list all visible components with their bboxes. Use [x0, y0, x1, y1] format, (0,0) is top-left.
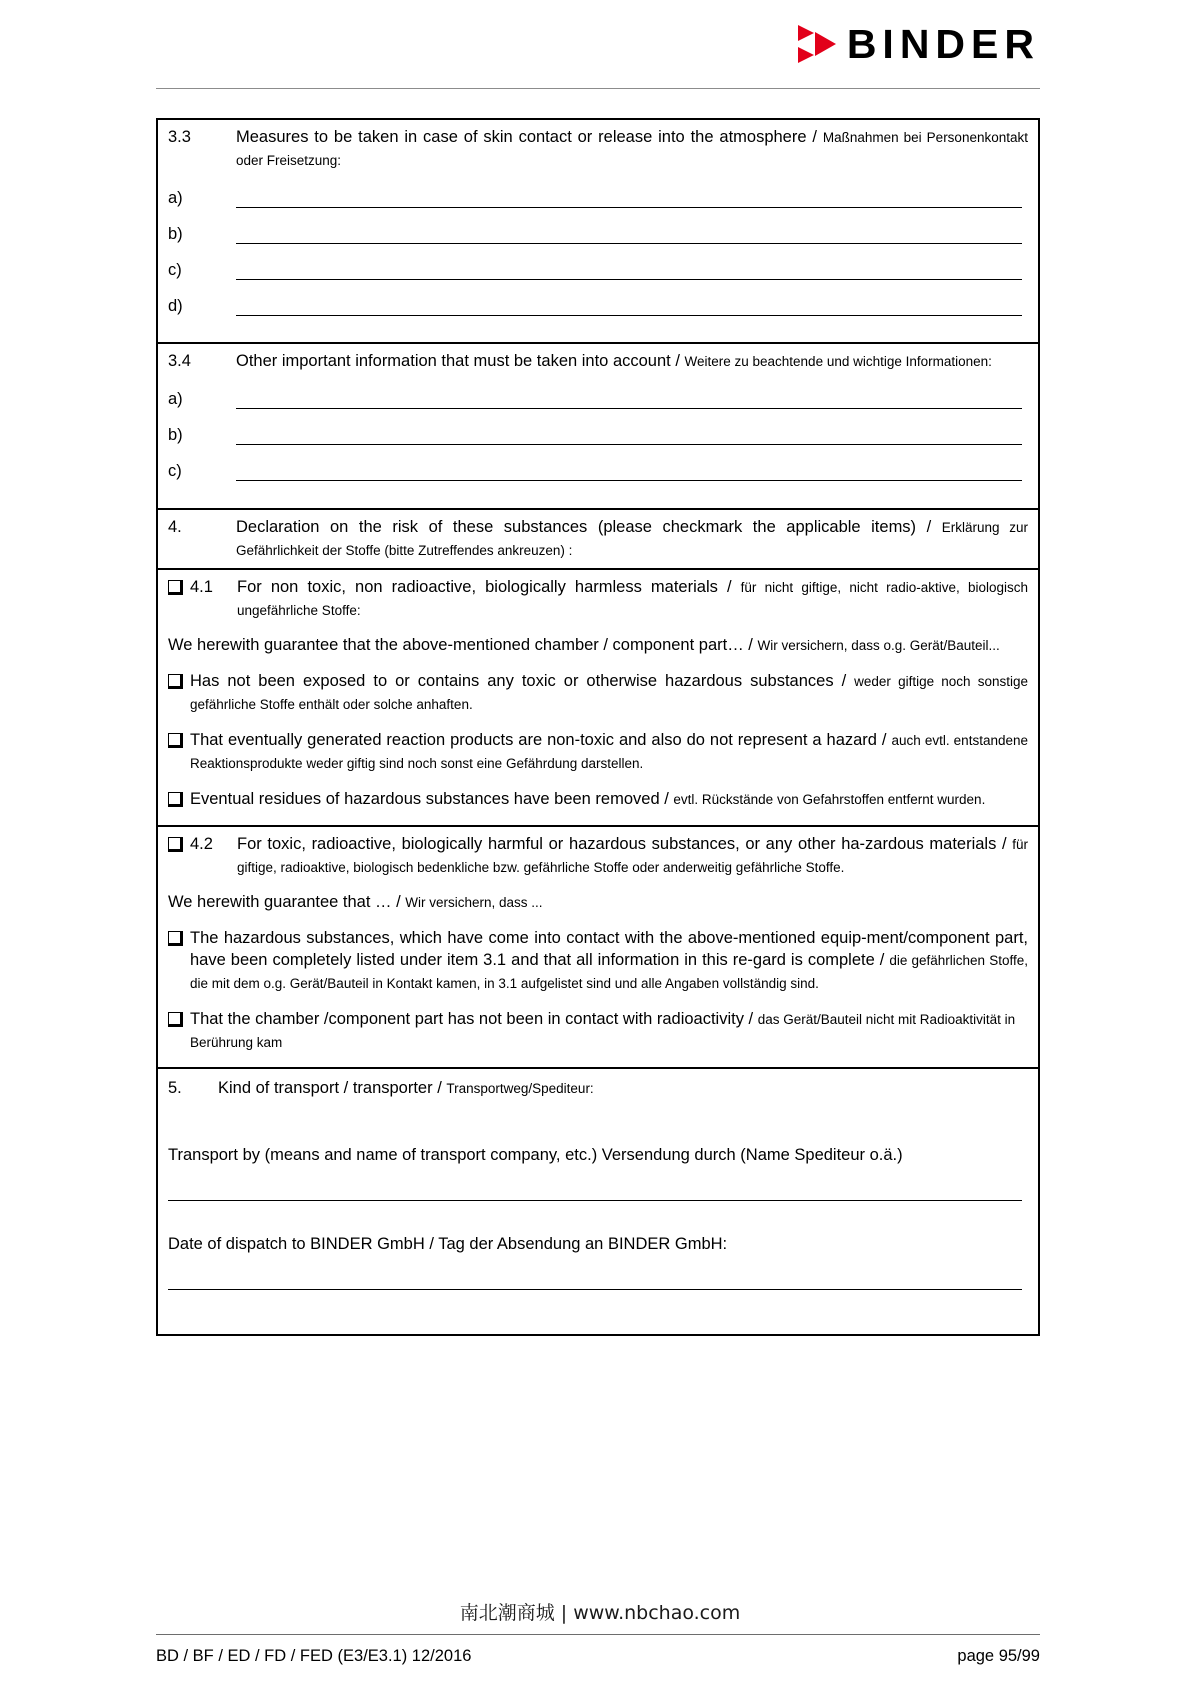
- section-4-1-number: 4.1: [190, 578, 213, 596]
- answer-label-b: b): [168, 225, 183, 243]
- section-3-3-title-en: Measures to be taken in case of skin contact or release into the atmosphere /: [236, 128, 823, 146]
- checkbox-4-2[interactable]: [168, 837, 183, 852]
- binder-triangles-logo-icon: [795, 22, 837, 66]
- dispatch-date-input[interactable]: [168, 1255, 1022, 1290]
- answer-row-3-4-a: [168, 389, 1028, 409]
- section-4-1-guarantee-en: We herewith guarantee that the above-mentioned chamber / component part… /: [168, 636, 758, 654]
- footer-page-number: page 95/99: [957, 1647, 1040, 1665]
- bullet-4-2-1-text: [190, 927, 1028, 995]
- section-4-title-de: Erklärung zur Gefährlichkeit der Stoffe (bitte Zutreffendes ankreuzen) :: [236, 520, 1028, 558]
- bullet-4-1-3: [168, 788, 1028, 811]
- answer-input-3-4-b[interactable]: [236, 427, 1022, 445]
- checkbox-4-1-1[interactable]: [168, 674, 183, 689]
- bullet-4-1-1-text: [190, 670, 1028, 716]
- answer-label-a: a): [168, 189, 183, 207]
- bullet-4-1-2-en: That eventually generated reaction products are non-toxic and also do not represent a hazard /: [190, 731, 892, 749]
- section-3-4-title: [236, 350, 1028, 373]
- transport-input[interactable]: [168, 1166, 1022, 1201]
- section-3-3-heading: [168, 126, 1028, 172]
- header-divider: [156, 88, 1040, 89]
- section-3-4-heading: [168, 350, 1028, 373]
- section-3-4-title-de: Weitere zu beachtende und wichtige Informationen:: [684, 354, 992, 369]
- bullet-4-2-1-de: die gefährlichen Stoffe, die mit dem o.g. Gerät/Bauteil in Kontakt kamen, in 3.1 aufgelistet sind und alle Angaben vollständig sind.: [190, 953, 1029, 991]
- section-4-2-guarantee-de: Wir versichern, dass ...: [405, 895, 543, 910]
- bullet-4-1-3-text: [190, 788, 1028, 811]
- section-4-2: [158, 827, 1038, 1069]
- section-4-1-heading: [168, 576, 1028, 622]
- answer-row-3-3-d: [168, 296, 1028, 316]
- transport-label: Transport by (means and name of transport company, etc.) Versendung durch (Name Spediteur o.ä.): [168, 1146, 903, 1164]
- section-4-2-number: 4.2: [190, 835, 213, 853]
- bullet-4-2-1-en: The hazardous substances, which have come into contact with the above-mentioned equip-ment/component part, have been completely listed under item 3.1 and that all information in this re-gard is complete /: [190, 929, 1028, 969]
- section-4-title: [236, 516, 1028, 562]
- section-5-title-de: Transportweg/Spediteur:: [446, 1081, 594, 1096]
- answer-row-3-4-b: [168, 425, 1028, 445]
- section-3-4: [158, 344, 1038, 510]
- section-4-2-guarantee: [168, 891, 1028, 914]
- bullet-4-1-1: [168, 670, 1028, 716]
- section-5-title: [218, 1077, 594, 1100]
- answer-row-3-4-c: [168, 461, 1028, 481]
- checkbox-4-1[interactable]: [168, 580, 183, 595]
- section-5-title-en: Kind of transport / transporter /: [218, 1079, 447, 1097]
- section-4-number: 4.: [168, 518, 182, 536]
- section-4-heading: [168, 516, 1028, 562]
- section-3-4-title-en: Other important information that must be taken into account /: [236, 352, 685, 370]
- section-3-3-title-de: Maßnahmen bei Personenkontakt oder Freisetzung:: [236, 130, 1028, 168]
- footer-document-code: BD / BF / ED / FD / FED (E3/E3.1) 12/2016: [156, 1647, 472, 1665]
- declaration-form: [156, 118, 1040, 1336]
- section-4-1-title-de: für nicht giftige, nicht radio-aktive, biologisch ungefährliche Stoffe:: [237, 580, 1029, 618]
- bullet-4-2-2: [168, 1008, 1028, 1054]
- answer-label-c: c): [168, 261, 182, 279]
- section-5: [158, 1069, 1038, 1334]
- section-4-2-title-en: For toxic, radioactive, biologically harmful or hazardous substances, or any other ha-zardous materials /: [237, 835, 1013, 853]
- answer-row-3-3-a: [168, 188, 1028, 208]
- bullet-4-1-3-de: evtl. Rückstände von Gefahrstoffen entfernt wurden.: [673, 792, 986, 807]
- answer-input-3-3-b[interactable]: [236, 226, 1022, 244]
- section-4-2-title: [237, 833, 1028, 879]
- answer-row-3-3-b: [168, 224, 1028, 244]
- bullet-4-1-1-de: weder giftige noch sonstige gefährliche Stoffe enthält oder solche anhaften.: [190, 674, 1028, 712]
- answer-input-3-4-c[interactable]: [236, 463, 1022, 481]
- section-3-3: [158, 120, 1038, 344]
- answer-row-3-3-c: [168, 260, 1028, 280]
- bullet-4-1-1-en: Has not been exposed to or contains any toxic or otherwise hazardous substances /: [190, 672, 855, 690]
- answer-label-a: a): [168, 390, 183, 408]
- section-3-3-number: 3.3: [168, 128, 191, 146]
- answer-label-b: b): [168, 426, 183, 444]
- section-4-1-guarantee: [168, 634, 1028, 657]
- section-4-1-title: [237, 576, 1028, 622]
- section-4-1-guarantee-de: Wir versichern, dass o.g. Gerät/Bauteil...: [757, 638, 1000, 653]
- dispatch-date-label: Date of dispatch to BINDER GmbH / Tag der Absendung an BINDER GmbH:: [168, 1235, 728, 1253]
- section-4: [158, 510, 1038, 570]
- watermark: 南北潮商城 | www.nbchao.com: [459, 1602, 741, 1624]
- section-4-2-title-de: für giftige, radioaktive, biologisch bedenkliche bzw. gefährliche Stoffe oder anderweitig gefährliche Stoffe.: [237, 837, 1028, 875]
- bullet-4-2-2-de: das Gerät/Bauteil nicht mit Radioaktivität in Berührung kam: [190, 1012, 1016, 1050]
- section-4-2-heading: [168, 833, 1028, 879]
- bullet-4-1-3-en: Eventual residues of hazardous substances have been removed /: [190, 790, 674, 808]
- section-5-heading: [168, 1077, 1028, 1100]
- section-3-3-title: [236, 126, 1028, 172]
- checkbox-4-2-2[interactable]: [168, 1012, 183, 1027]
- checkbox-4-2-1[interactable]: [168, 931, 183, 946]
- page-header: [0, 0, 1200, 92]
- bullet-4-2-2-text: [190, 1008, 1028, 1054]
- bullet-4-1-2: [168, 729, 1028, 775]
- bullet-4-2-2-en: That the chamber /component part has not been in contact with radioactivity /: [190, 1010, 758, 1028]
- brand-wordmark: BINDER: [846, 20, 1040, 67]
- answer-label-d: d): [168, 297, 183, 315]
- section-4-1-title-en: For non toxic, non radioactive, biologically harmless materials /: [237, 578, 741, 596]
- section-4-2-guarantee-en: We herewith guarantee that … /: [168, 893, 406, 911]
- checkbox-4-1-3[interactable]: [168, 792, 183, 807]
- checkbox-4-1-2[interactable]: [168, 733, 183, 748]
- answer-input-3-3-d[interactable]: [236, 298, 1022, 316]
- page-footer: [156, 1645, 1040, 1667]
- bullet-4-2-1: [168, 927, 1028, 995]
- footer-divider: [156, 1634, 1040, 1635]
- binder-logo: [795, 22, 1040, 66]
- answer-input-3-3-c[interactable]: [236, 262, 1022, 280]
- section-3-4-number: 3.4: [168, 352, 191, 370]
- answer-input-3-3-a[interactable]: [236, 190, 1022, 208]
- section-4-title-en: Declaration on the risk of these substances (please checkmark the applicable items) /: [236, 518, 942, 536]
- section-4-1: [158, 570, 1038, 827]
- bullet-4-1-2-text: [190, 729, 1028, 775]
- bullet-4-1-2-de: auch evtl. entstandene Reaktionsprodukte weder giftig sind noch sonst eine Gefährdung darstellen.: [190, 733, 1028, 771]
- answer-input-3-4-a[interactable]: [236, 391, 1022, 409]
- section-5-number: 5.: [168, 1079, 182, 1097]
- answer-label-c: c): [168, 462, 182, 480]
